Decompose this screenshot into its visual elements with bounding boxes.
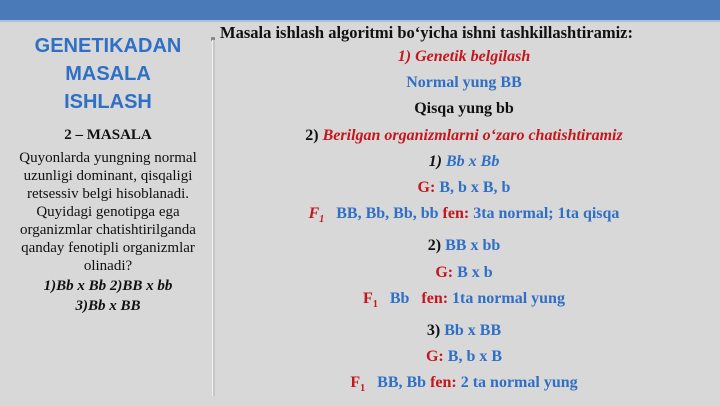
gametes2-values: B x b [457, 263, 493, 281]
offspring3-label: $F_1$ [350, 374, 366, 395]
slide-title-line-1: GENETIKADAN [34, 35, 182, 57]
algorithm-heading: Masala ishlash algoritmi bo‘yicha ishni tashkillashtiramiz: [220, 23, 633, 42]
offspring1-genotypes: BB, Bb, Bb, bb [336, 205, 439, 223]
step-genetic-notation [214, 44, 714, 70]
cross2-parents: BB x bb [445, 237, 501, 255]
step1-label: 1) Genetik belgilash [397, 48, 531, 65]
normal-fur-text: Normal yung BB [406, 74, 522, 92]
cross3-parents: Bb x BB [444, 322, 502, 340]
gametes2-line [214, 260, 714, 286]
offspring2-genotypes: Bb [389, 289, 410, 307]
cross1-number: 1) [428, 152, 442, 170]
cross2-line [214, 233, 714, 259]
gametes1-line [214, 175, 714, 201]
gametes3-label: G: [425, 348, 444, 366]
slide-title-line-2: MASALA [65, 63, 151, 85]
step-crossing [214, 123, 714, 149]
gametes3-line [214, 344, 714, 370]
problem-statement: Quyonlarda yungning normal uzunligi dominant, qisqaligi retsessiv belgi hisoblanadi. Quyidagi genotipga ega organizmlar chatishtirilganda qanday fenotipli organizmlar olinadi? [19, 150, 197, 274]
short-fur-line [214, 96, 714, 122]
offspring2-label: $F_1$ [363, 289, 378, 310]
slide-title-line-3: ISHLASH [64, 91, 152, 113]
offspring1-line [214, 201, 714, 233]
offspring1-fen-label: fen: [442, 205, 470, 223]
offspring1-label: $F_1$ [308, 205, 325, 226]
offspring3-fen-label: fen: [430, 374, 457, 392]
normal-fur-line [214, 70, 714, 96]
offspring2-fen-value: 1ta normal yung [452, 289, 565, 307]
cross2-number: 2) [427, 237, 442, 255]
right-panel [214, 22, 714, 403]
cross1-parents: Bb x Bb [445, 152, 500, 170]
offspring3-fen-value: 2 ta normal yung [460, 374, 578, 392]
offspring2-line [214, 286, 714, 318]
step2-text: Berilgan organizmlarni o‘zaro chatishtiramiz [322, 126, 623, 144]
offspring3-genotypes: BB, Bb [377, 374, 427, 392]
top-bar [0, 0, 720, 20]
gametes1-values: B, b x B, b [439, 179, 511, 197]
left-panel [8, 32, 208, 315]
cross3-number: 3) [426, 322, 441, 340]
problem-options-line-1: 1)Bb x Bb 2)BB x bb [43, 278, 173, 294]
step2-number: 2) [305, 126, 319, 144]
gametes2-label: G: [435, 263, 454, 281]
short-fur-text: Qisqa yung bb [414, 100, 514, 118]
problem-options-line-2: 3)Bb x BB [75, 298, 141, 314]
cross1-line [214, 149, 714, 175]
problem-number: 2 – MASALA [64, 127, 152, 143]
offspring2-fen-label: fen: [421, 289, 449, 307]
cross3-line [214, 318, 714, 344]
offspring3-line [214, 370, 714, 402]
gametes3-values: B, b x B [447, 348, 503, 366]
offspring1-fen-value: 3ta normal; 1ta qisqa [473, 205, 620, 223]
gametes1-label: G: [417, 179, 436, 197]
